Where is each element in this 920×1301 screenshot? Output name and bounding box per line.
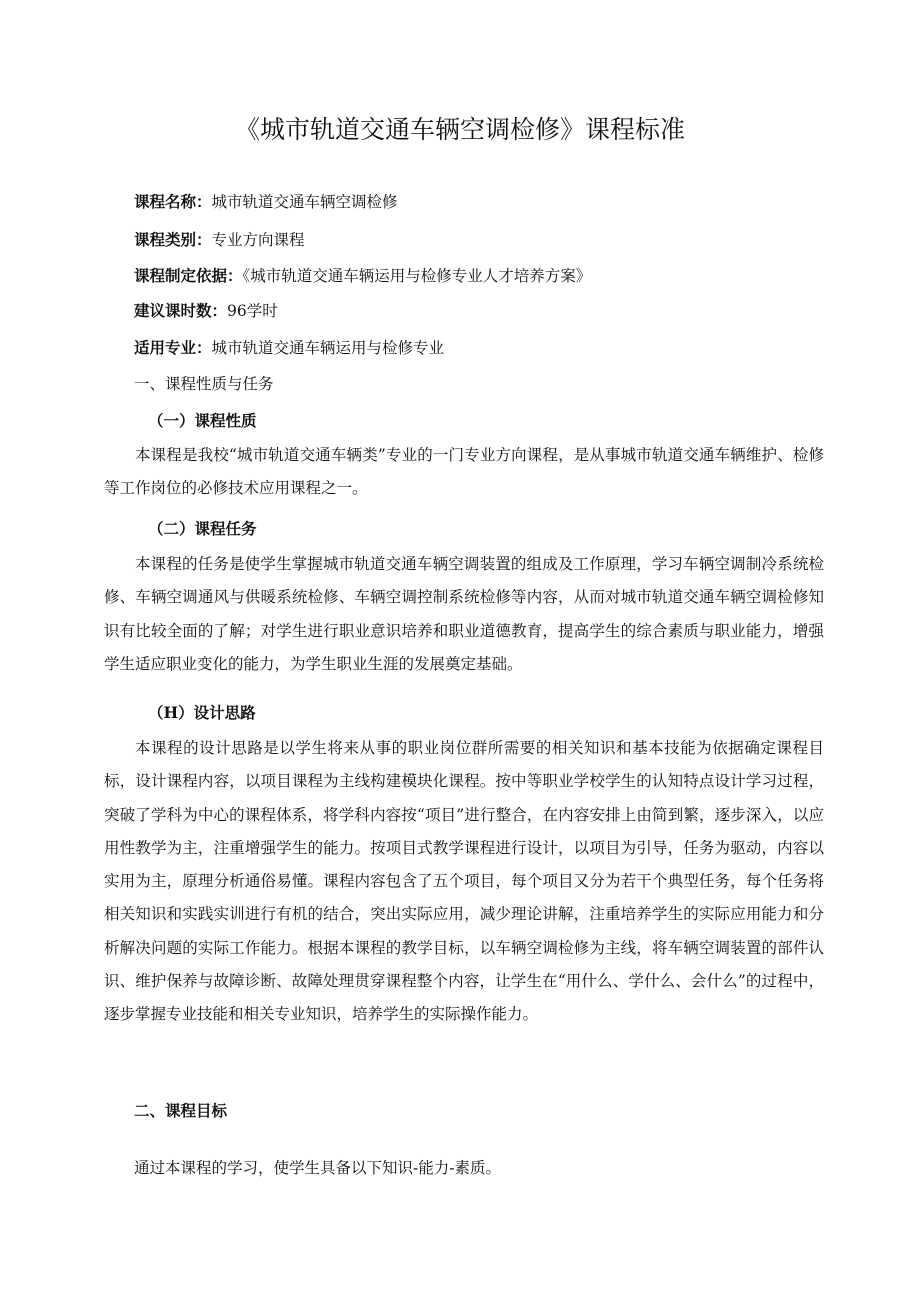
meta-value: 《城市轨道交通车辆运用与检修专业人才培养方案》 xyxy=(242,267,592,285)
meta-key: 建议课时数： xyxy=(134,301,228,320)
subsection-tasks-text: 本课程的任务是使学生掌握城市轨道交通车辆空调装置的组成及工作原理，学习车辆空调制冷系统检修、车辆空调通风与供暖系统检修、车辆空调控制系统检修等内容，从而对城市轨道交通车辆空调检修知识有比较全面的了解；对学生进行职业意识培养和职业道德教育，提高学生的综合素质与职业能力，增强学生适应职业变化的能力，为学生职业生涯的发展奠定基础。 xyxy=(104,555,824,673)
meta-applicable-major xyxy=(134,337,834,359)
meta-value: 专业方向课程 xyxy=(211,231,305,249)
meta-key: 适用专业： xyxy=(134,338,212,357)
meta-course-basis xyxy=(134,265,834,287)
document-title: 《城市轨道交通车辆空调检修》课程标准 xyxy=(234,115,685,144)
meta-value: 96学时 xyxy=(227,302,278,320)
subsection-tasks-heading: （二）课程任务 xyxy=(148,519,257,538)
meta-key: 课程类别： xyxy=(134,230,212,249)
meta-key: 课程制定依据： xyxy=(134,266,243,285)
meta-key: 课程名称： xyxy=(134,192,212,211)
section-2-heading: 二、课程目标 xyxy=(134,1101,228,1120)
subsection-design-heading: （H）设计思路 xyxy=(148,703,256,722)
meta-value: 城市轨道交通车辆运用与检修专业 xyxy=(211,339,445,357)
meta-value: 城市轨道交通车辆空调检修 xyxy=(211,193,398,211)
meta-course-category xyxy=(134,229,834,251)
meta-course-name xyxy=(134,191,834,213)
section-1-heading: 一、课程性质与任务 xyxy=(134,375,274,393)
subsection-nature-heading: （一）课程性质 xyxy=(148,411,257,430)
subsection-design-text: 本课程的设计思路是以学生将来从事的职业岗位群所需要的相关知识和基本技能为依据确定课程目标，设计课程内容，以项目课程为主线构建模块化课程。按中等职业学校学生的认知特点设计学习过程，突破了学科为中心的课程体系，将学科内容按“项目”进行整合，在内容安排上由简到繁，逐步深入，以应用性教学为主，注重增强学生的能力。按项目式教学课程进行设计，以项目为引导，任务为驱动，内容以实用为主，原理分析通俗易懂。课程内容包含了五个项目，每个项目又分为若干个典型任务，每个任务将相关知识和实践实训进行有机的结合，突出实际应用，减少理论讲解，注重培养学生的实际应用能力和分析解决问题的实际工作能力。根据本课程的教学目标，以车辆空调检修为主线，将车辆空调装置的部件认识、维护保养与故障诊断、故障处理贯穿课程整个内容，让学生在“用什么、学什么、会什么”的过程中，逐步掌握专业技能和相关专业知识，培养学生的实际操作能力。 xyxy=(104,739,824,1024)
section-2-text: 通过本课程的学习，使学生具备以下知识-能力-素质。 xyxy=(134,1159,501,1177)
subsection-nature-text: 本课程是我校“城市轨道交通车辆类”专业的一门专业方向课程，是从事城市轨道交通车辆维护、检修等工作岗位的必修技术应用课程之一。 xyxy=(104,446,824,498)
meta-suggested-hours xyxy=(134,300,834,322)
